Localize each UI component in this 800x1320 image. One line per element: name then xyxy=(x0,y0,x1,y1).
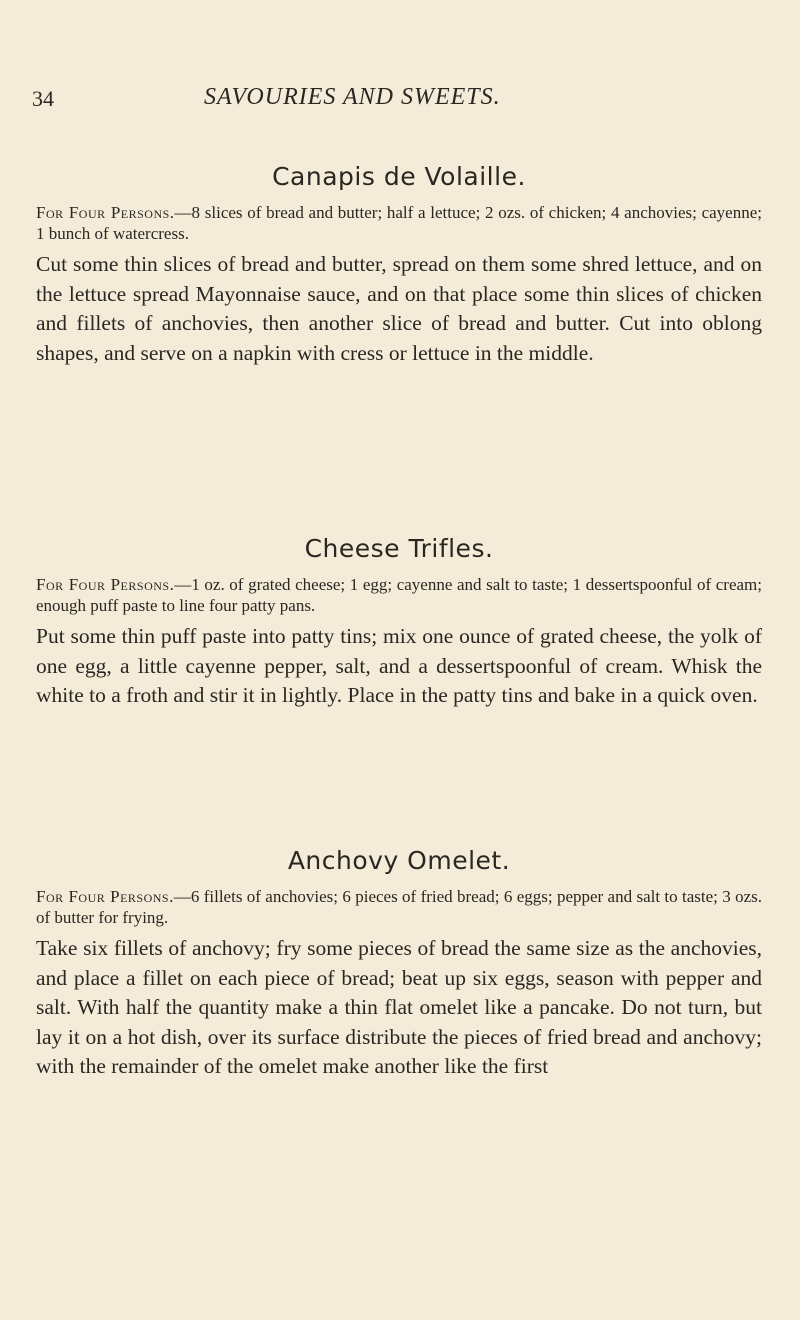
recipe-title: Canapis de Volaille. xyxy=(272,162,526,191)
page-header xyxy=(32,84,764,120)
recipe-anchovy-omelet xyxy=(36,844,762,1082)
recipe-title: Cheese Trifles. xyxy=(304,534,494,563)
ingredients-text: —1 oz. of grated cheese; 1 egg; cayenne and salt to taste; 1 dessertspoonful of cream; enough puff paste to line four patty pans. xyxy=(36,575,762,615)
ingredients-text: —6 fillets of anchovies; 6 pieces of fried bread; 6 eggs; pepper and salt to taste; 3 ozs. of butter for frying. xyxy=(36,887,763,927)
for-persons-label: For Four Persons. xyxy=(36,887,174,906)
recipe-method: Cut some thin slices of bread and butter, spread on them some shred lettuce, and on the lettuce spread Mayonnaise sauce, and on that place some thin slices of chicken and fillets of anchovies, then another slice of bread and butter. Cut into oblong shapes, and serve on a napkin with cress or lettuce in the middle. xyxy=(36,252,762,365)
recipe-ingredients xyxy=(36,886,762,928)
recipe-canapis-de-volaille xyxy=(36,160,762,368)
recipe-ingredients xyxy=(36,574,762,616)
recipe-title: Anchovy Omelet. xyxy=(287,846,511,875)
for-persons-label: For Four Persons. xyxy=(36,203,175,222)
ingredients-text: —8 slices of bread and butter; half a lettuce; 2 ozs. of chicken; 4 anchovies; cayenne; 1 bunch of watercress. xyxy=(36,203,762,243)
recipe-cheese-trifles xyxy=(36,532,762,711)
for-persons-label: For Four Persons. xyxy=(36,575,175,594)
running-head: SAVOURIES AND SWEETS. xyxy=(204,84,501,110)
recipe-ingredients xyxy=(36,202,762,244)
recipe-method: Take six fillets of anchovy; fry some pieces of bread the same size as the anchovies, and place a fillet on each piece of bread; beat up six eggs, season with pepper and salt. With half the quantity make a thin flat omelet like a pancake. Do not turn, but lay it on a hot dish, over its surface distribute the pieces of fried bread and anchovy; with the remainder of the omelet make another like the first xyxy=(36,936,762,1078)
page-number: 34 xyxy=(32,86,54,111)
recipe-method: Put some thin puff paste into patty tins; mix one ounce of grated cheese, the yolk of one egg, a little cayenne pepper, salt, and a dessertspoonful of cream. Whisk the white to a froth and stir it in lightly. Place in the patty tins and bake in a quick oven. xyxy=(36,624,762,707)
